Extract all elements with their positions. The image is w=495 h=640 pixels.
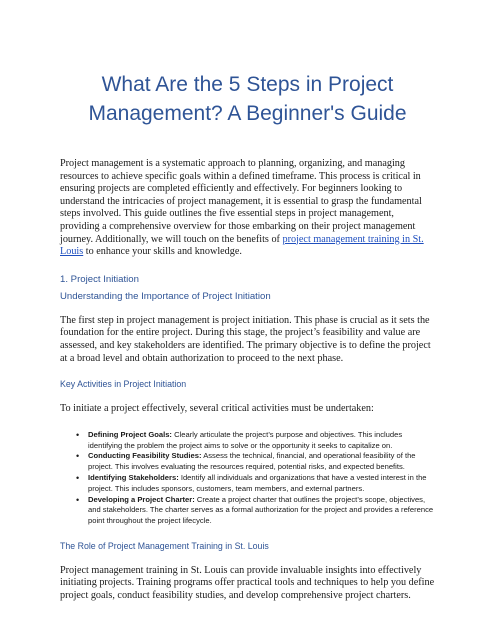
list-item xyxy=(88,430,435,452)
list-item-term: Defining Project Goals: xyxy=(88,429,172,439)
page-title xyxy=(60,0,435,128)
list-item xyxy=(88,473,435,495)
list-item-text: Create a project charter that outlines the project’s scope, objectives, and stakeholders. The charter serves as a formal authorization for the project and provides a reference point throughout the project lifecycle. xyxy=(88,494,434,526)
list-item-text: Clearly articulate the project’s purpose and objectives. This includes identifying the problem the project aims to solve or the opportunity it seeks to capitalize on. xyxy=(88,429,403,450)
intro-paragraph xyxy=(60,158,435,259)
list-item-term: Developing a Project Charter: xyxy=(88,494,195,504)
list-item-term: Identifying Stakeholders: xyxy=(88,472,179,482)
training-link[interactable]: project management training in St. Louis xyxy=(60,233,424,258)
title-line-2: Management? A Beginner's Guide xyxy=(88,102,407,125)
key-activities-heading: Key Activities in Project Initiation xyxy=(60,379,187,390)
initiation-paragraph: The first step in project management is project initiation. This phase is crucial as it sets the foundation for the entire project. During this stage, the project’s feasibility and value are assessed, and key stakeholders are identified. The primary objective is to define the project at a broad level and obtain authorization to proceed to the next phase. xyxy=(60,314,431,364)
list-item-text: Assess the technical, financial, and operational feasibility of the project. This involves evaluating the resources required, potential risks, and expected benefits. xyxy=(88,451,416,472)
title-line-1: What Are the 5 Steps in Project xyxy=(101,73,394,96)
training-paragraph: Project management training in St. Louis can provide invaluable insights into effectively initiating projects. Training programs offer practical tools and techniques to help you define project goals, conduct feasibility studies, and develop comprehensive project charters. xyxy=(60,564,435,602)
activities-list xyxy=(60,430,435,527)
training-heading: The Role of Project Management Training in St. Louis xyxy=(60,540,269,551)
intro-text: Project management is a systematic approach to planning, organizing, and managing resources to achieve specific goals within a defined timeframe. This process is critical in ensuring projects are completed efficiently and effectively. For beginners looking to understand the intricacies of project management, it is essential to grasp the fundamental steps involved. This guide outlines the five essential steps in project management, providing a comprehensive overview for those embarking on their project management journey. Additionally, we will touch on the benefits of xyxy=(60,158,422,245)
intro-tail: to enhance your skills and knowledge. xyxy=(83,246,242,258)
list-item-text: Identify all individuals and organizations that have a vested interest in the project. This includes sponsors, customers, team members, and external partners. xyxy=(88,472,427,493)
list-item xyxy=(88,495,435,527)
list-item-term: Conducting Feasibility Studies: xyxy=(88,451,202,461)
section-heading-project-initiation: 1. Project Initiation xyxy=(60,273,139,285)
section-subheading: Understanding the Importance of Project Initiation xyxy=(60,290,271,302)
activities-intro: To initiate a project effectively, several critical activities must be undertaken: xyxy=(60,403,374,415)
list-item xyxy=(88,451,435,473)
